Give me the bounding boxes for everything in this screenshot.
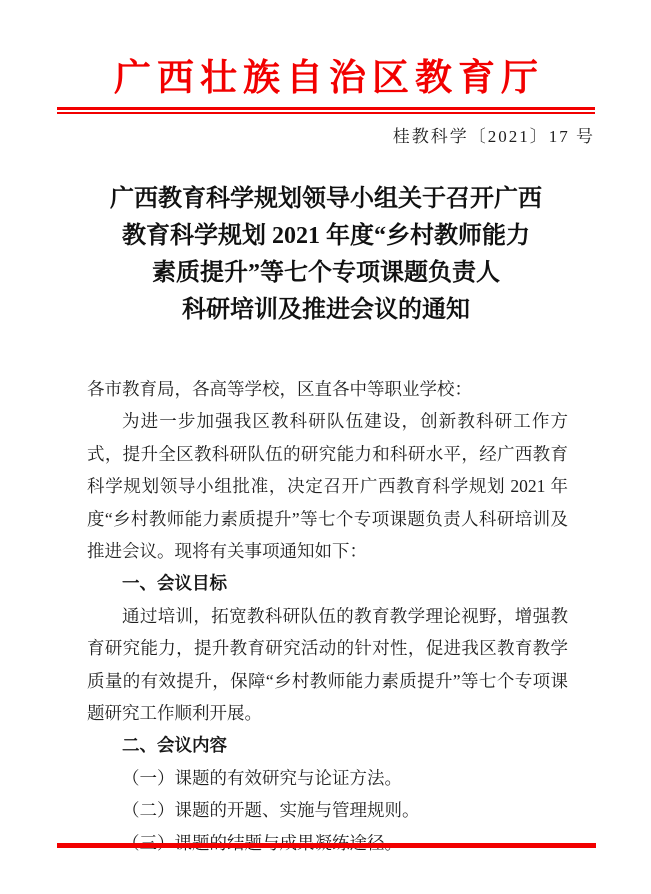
title-line-4: 科研培训及推进会议的通知 (182, 297, 470, 323)
org-name: 广西壮族自治区教育厅 (114, 58, 544, 99)
meeting-content-heading: 二、会议内容 (122, 735, 227, 756)
doc-number: 桂教科学〔2021〕17 号 (392, 127, 595, 146)
notice-title (57, 181, 595, 329)
salutation: 各市教育局，各高等学校，区直各中等职业学校： (87, 379, 472, 399)
title-line-2: 教育科学规划 2021 年度“乡村教师能力 (122, 223, 530, 249)
letterhead-divider (57, 107, 595, 114)
document-body (57, 329, 595, 859)
title-line-1: 广西教育科学规划领导小组关于召开广西 (110, 186, 542, 212)
agenda-item-2: （二）课题的开题、实施与管理规则。 (122, 800, 420, 821)
agenda-item-1: （一）课题的有效研究与论证方法。 (122, 767, 402, 788)
meeting-goal-heading: 一、会议目标 (122, 573, 227, 594)
intro-paragraph: 为进一步加强我区教科研队伍建设，创新教科研工作方式，提升全区教科研队伍的研究能力和科研水平，经广西教育科学规划领导小组批准，决定召开广西教育科学规划 2021 年度“乡村教师能力素质提升”等七个专项课题负责人科研培训及推进会议。现将有关事项通知如下： (87, 411, 568, 562)
title-line-3: 素质提升”等七个专项课题负责人 (152, 260, 500, 286)
letterhead (57, 0, 595, 859)
footer-divider (57, 843, 596, 848)
meeting-goal-paragraph: 通过培训，拓宽教科研队伍的教育教学理论视野，增强教育研究能力，提升教育研究活动的针对性，促进我区教育教学质量的有效提升，保障“乡村教师能力素质提升”等七个专项课题研究工作顺利开展。 (87, 605, 568, 724)
